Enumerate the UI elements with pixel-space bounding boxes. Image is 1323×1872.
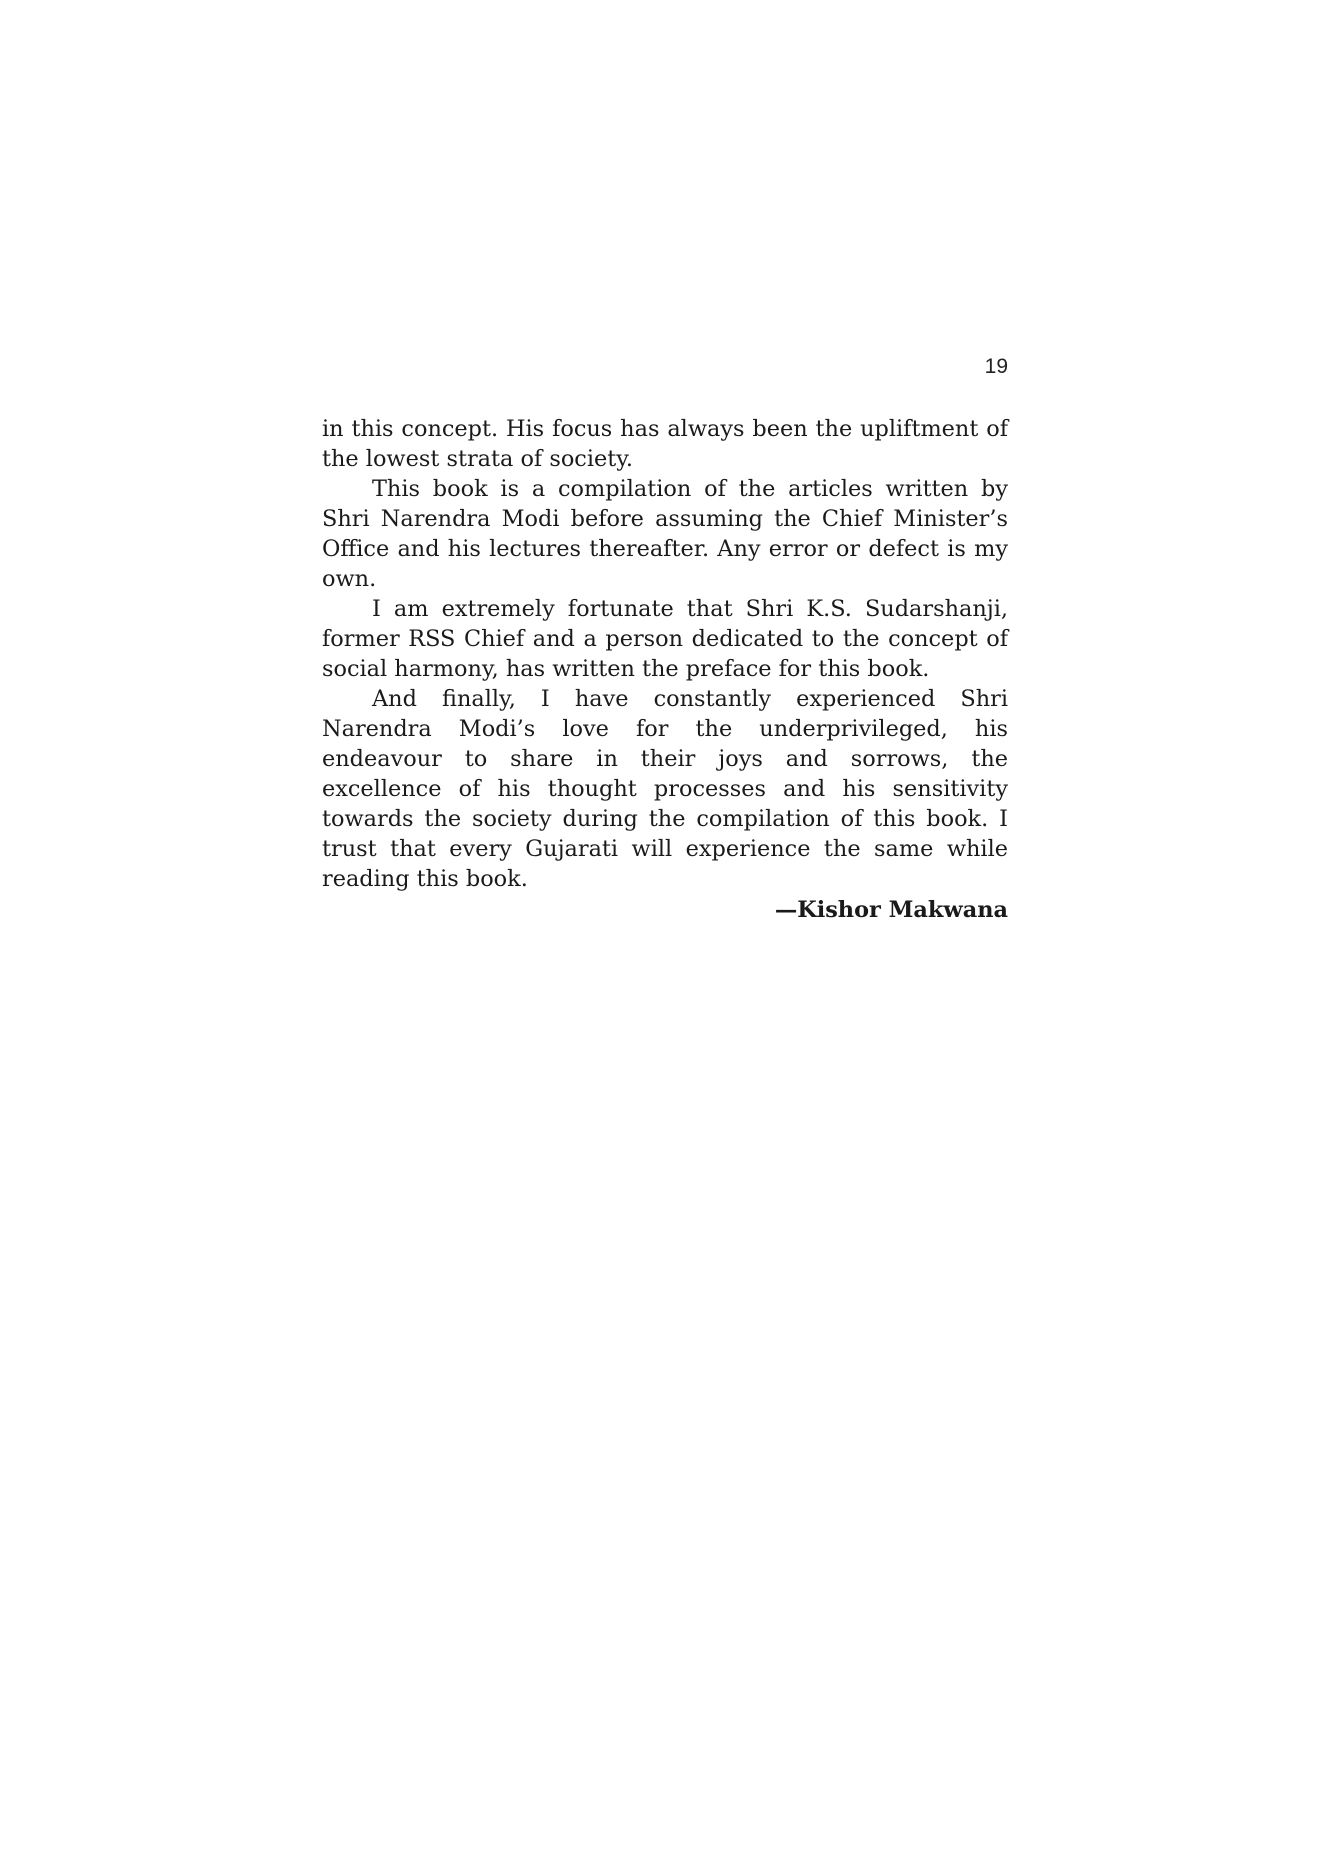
paragraph-compilation: This book is a compilation of the articles written by Shri Narendra Modi before assuming the Chief Minister’s Office and his lectures thereafter. Any error or defect is my own. — [322, 476, 1008, 592]
paragraph-preface: I am extremely fortunate that Shri K.S. Sudarshanji, former RSS Chief and a person dedicated to the concept of social harmony, has written the preface for this book. — [322, 596, 1008, 682]
paragraph-finally: And finally, I have constantly experienced Shri Narendra Modi’s love for the underprivileged, his endeavour to share in their joys and sorrows, the excellence of his thought processes and his sensitivity towards the society during the compilation of this book. I trust that every Gujarati will experience the same while reading this book. — [322, 686, 1008, 892]
page-number: 19 — [984, 355, 1008, 378]
body-text — [322, 414, 1008, 926]
paragraph-continuation: in this concept. His focus has always been the upliftment of the lowest strata of society. — [322, 416, 1008, 472]
author-signature: —Kishor Makwana — [774, 897, 1008, 923]
